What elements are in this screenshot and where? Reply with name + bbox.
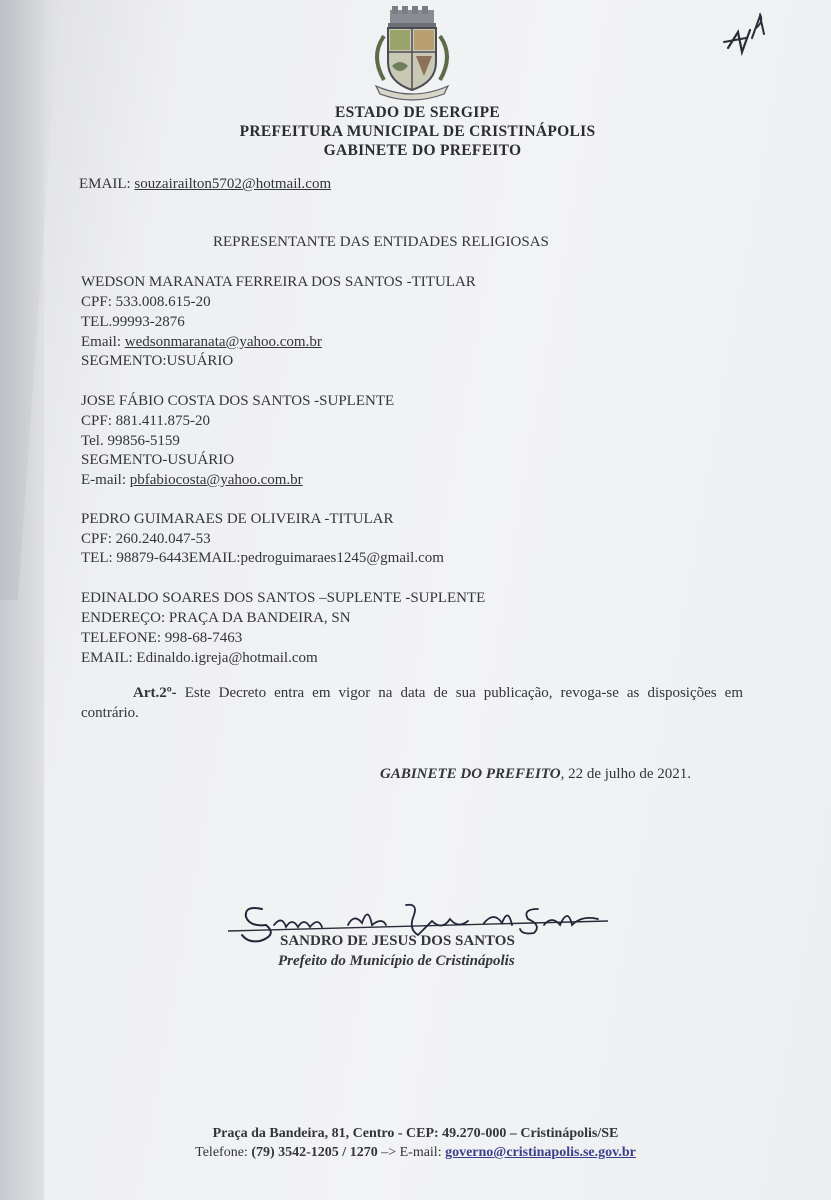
member-email-label: E-mail: (81, 472, 130, 488)
article-text: Este Decreto entra em vigor na data de sua publicação, revoga-se as disposições em contrário. (81, 685, 743, 721)
section-title: REPRESENTANTE DAS ENTIDADES RELIGIOSAS (213, 234, 549, 250)
member-cpf: CPF: 533.008.615-20 (81, 294, 211, 310)
closing-date: , 22 de julho de 2021. (560, 766, 691, 782)
header-municipality: PREFEITURA MUNICIPAL DE CRISTINÁPOLIS (239, 123, 596, 140)
header-state: ESTADO DE SERGIPE (334, 104, 501, 121)
signatory-title: Prefeito do Município de Cristinápolis (278, 953, 515, 969)
member-email-link[interactable]: pbfabiocosta@yahoo.com.br (129, 472, 303, 488)
footer-phone-label: Telefone: (195, 1145, 252, 1160)
member-cpf: CPF: 260.240.047-53 (81, 531, 211, 547)
member-name: JOSE FÁBIO COSTA DOS SANTOS -SUPLENTE (81, 393, 395, 409)
closing-office: GABINETE DO PREFEITO (380, 766, 561, 782)
member-email-label: Email: (81, 334, 125, 350)
footer-phone: (79) 3542-1205 / 1270 (251, 1145, 378, 1160)
member-segmento: SEGMENTO:USUÁRIO (81, 353, 234, 369)
member-address: ENDEREÇO: PRAÇA DA BANDEIRA, SN (81, 610, 351, 626)
signatory-name: SANDRO DE JESUS DOS SANTOS (280, 933, 515, 949)
handwritten-initials-mark (720, 8, 780, 68)
document-header (0, 103, 831, 160)
member-tel: Tel. 99856-5159 (81, 433, 180, 449)
article-2-paragraph (81, 683, 743, 723)
top-email-label: EMAIL: (79, 176, 135, 192)
article-label: Art.2º- (133, 685, 177, 701)
member-segmento: SEGMENTO-USUÁRIO (81, 452, 235, 468)
municipal-coat-of-arms-icon (366, 6, 458, 102)
member-name: PEDRO GUIMARAES DE OLIVEIRA -TITULAR (81, 511, 394, 527)
top-email-link[interactable]: souzairailton5702@hotmail.com (134, 176, 332, 192)
member-tel: TEL.99993-2876 (81, 314, 185, 330)
member-tel-email: TEL: 98879-6443EMAIL:pedroguimaraes1245@gmail.com (81, 550, 444, 566)
member-email-link[interactable]: wedsonmaranata@yahoo.com.br (124, 334, 322, 350)
member-name: EDINALDO SOARES DOS SANTOS –SUPLENTE -SUPLENTE (81, 590, 486, 606)
top-email-line (79, 175, 331, 193)
footer-email-link[interactable]: governo@cristinapolis.se.gov.br (445, 1145, 636, 1160)
member-cpf: CPF: 881.411.875-20 (81, 413, 211, 429)
member-email: EMAIL: Edinaldo.igreja@hotmail.com (81, 650, 318, 666)
member-telefone: TELEFONE: 998-68-7463 (81, 630, 243, 646)
member-email-line (81, 471, 303, 489)
closing-line (380, 765, 691, 783)
header-office: GABINETE DO PREFEITO (323, 142, 522, 159)
footer-address: Praça da Bandeira, 81, Centro - CEP: 49.270-000 – Cristinápolis/SE (212, 1126, 619, 1141)
member-name: WEDSON MARANATA FERREIRA DOS SANTOS -TITULAR (81, 274, 476, 290)
footer-contact (0, 1145, 831, 1161)
footer-email-label: –> E-mail: (377, 1145, 446, 1160)
member-email-line (81, 333, 322, 351)
